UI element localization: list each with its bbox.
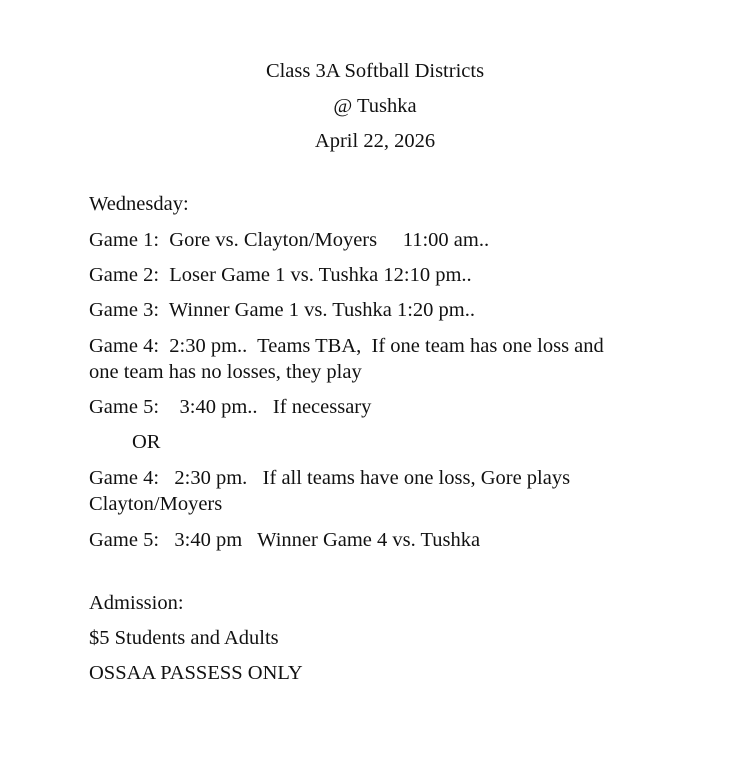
day-heading: Wednesday: xyxy=(89,193,189,215)
event-date: April 22, 2026 xyxy=(314,130,436,152)
game-4-line-cont: one team has no losses, they play xyxy=(89,361,362,383)
page-title: Class 3A Softball Districts xyxy=(265,60,485,82)
game-5-line: Game 5: 3:40 pm.. If necessary xyxy=(89,396,372,418)
admission-note: OSSAA PASSESS ONLY xyxy=(89,662,303,684)
alt-game-5-line: Game 5: 3:40 pm Winner Game 4 vs. Tushka xyxy=(89,529,481,551)
game-1-line: Game 1: Gore vs. Clayton/Moyers 11:00 am.. xyxy=(89,229,490,251)
admission-price: $5 Students and Adults xyxy=(89,627,279,649)
game-4-line: Game 4: 2:30 pm.. Teams TBA, If one team has one loss and xyxy=(89,335,604,357)
game-3-line: Game 3: Winner Game 1 vs. Tushka 1:20 pm.. xyxy=(89,299,475,321)
or-separator: OR xyxy=(132,431,161,453)
game-2-line: Game 2: Loser Game 1 vs. Tushka 12:10 pm.. xyxy=(89,264,472,286)
alt-game-4-line: Game 4: 2:30 pm. If all teams have one loss, Gore plays xyxy=(89,467,571,489)
admission-heading: Admission: xyxy=(89,592,184,614)
location: @ Tushka xyxy=(333,95,417,117)
alt-game-4-line-cont: Clayton/Moyers xyxy=(89,493,223,515)
